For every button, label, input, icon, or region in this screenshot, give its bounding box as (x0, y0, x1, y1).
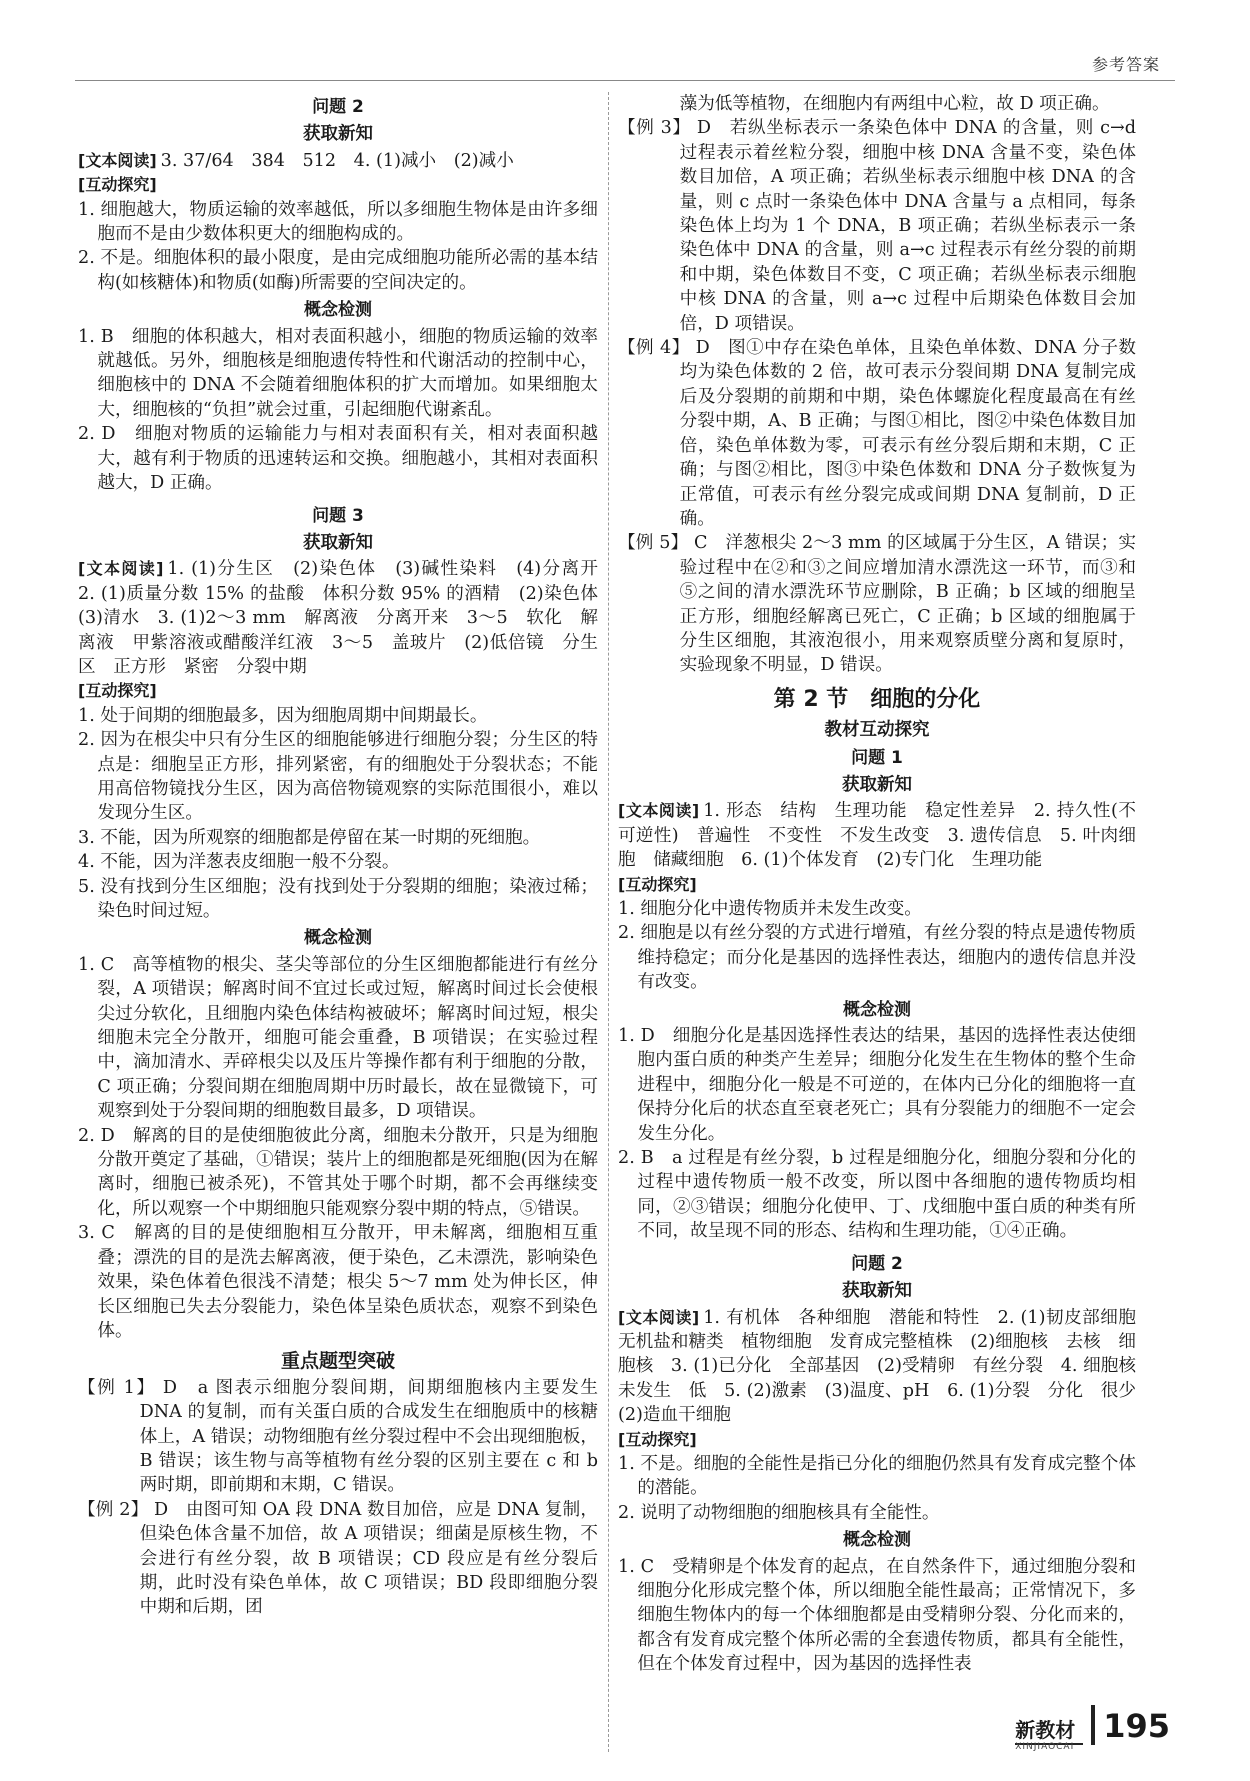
q3-text-reading (78, 557, 616, 679)
p2-interact-2: 2. 说明了动物细胞的细胞核具有全能性。 (618, 1502, 940, 1523)
p1-interact-1: 1. 细胞分化中遗传物质并未发生改变。 (618, 899, 922, 919)
example-1: 【例 1】 D a 图表示细胞分裂间期，间期细胞核内主要发生 DNA 的复制，而有关蛋白质的合成发生在细胞质中的核糖体上，A 错误；动物细胞有丝分裂过程中不会出现细胞板，B 错误；该生物与高等植物有丝分裂的区别主要在 c 和 b 两时期，即前期和末期，C 错误。 (78, 1377, 598, 1496)
p2-interact-1: 1. 不是。细胞的全能性是指已分化的细胞仍然具有发育成完整个体的潜能。 (618, 1453, 1136, 1499)
section-title: 第 2 节 细胞的分化 (773, 686, 981, 712)
footer-brand (1015, 1714, 1083, 1752)
q2-interact-2: 2. 不是。细胞体积的最小限度，是由完成细胞功能所必需的基本结构(如核糖体)和物质(如酶)所需要的空间决定的。 (78, 248, 598, 293)
footer (1015, 1705, 1170, 1752)
q3-interact-1: 1. 处于间期的细胞最多，因为细胞周期中间期最长。 (78, 705, 488, 726)
q2-interact-1: 1. 细胞越大，物质运输的效率越低，所以多细胞生物体是由许多细胞而不是由少数体积更大的细胞构成的。 (78, 199, 598, 245)
q2-text-body: 3. 37/64 384 512 4. (1)减小 (2)减小 (160, 150, 514, 171)
p2-text-reading (618, 1306, 1154, 1428)
q3-text-tag: [文本阅读] (78, 559, 164, 579)
p2-check-1: 1. C 受精卵是个体发育的起点，在自然条件下，通过细胞分裂和细胞分化形成完整个体，所以细胞全能性最高；正常情况下，多细胞生物体内的每一个体细胞都是由受精卵分裂、分化而来的，都含有发育成完整个体所必需的全套遗传物质，都具有全能性，但在个体发育过程中，因为基因的选择性表 (618, 1556, 1136, 1675)
q2-check-1: 1. B 细胞的体积越大，相对表面积越小，细胞的物质运输的效率就越低。另外，细胞核是细胞遗传特性和代谢活动的控制中心，细胞核中的 DNA 不会随着细胞体积的扩大而增加。如果细胞太大，细胞核的“负担”就会过重，引起细胞代谢紊乱。 (78, 326, 598, 420)
q2-interact-tag: [互动探究] (78, 175, 157, 195)
q3-check-2: 2. D 解离的目的是使细胞彼此分离，细胞未分散开，只是为细胞分散开奠定了基础，①错误；装片上的细胞都是死细胞(因为在解离时，细胞已被杀死)，不管其处于哪个时期，都不会再继续变化，所以观察一个中期细胞只能观察分裂中期的特点，⑤错误。 (78, 1125, 598, 1219)
p1-new-knowledge: 获取新知 (842, 774, 912, 795)
q2-text-tag: [文本阅读] (78, 150, 157, 170)
p2-title: 问题 2 (851, 1253, 903, 1274)
q2-check-2: 2. D 细胞对物质的运输能力与相对表面积有关，相对表面积越大，越有利于物质的迅速转运和交换。细胞越小，其相对表面积越大，D 正确。 (78, 424, 598, 494)
example-2-continued: 藻为低等植物，在细胞内有两组中心粒，故 D 项正确。 (679, 94, 1110, 114)
p1-text-tag: [文本阅读] (618, 801, 700, 821)
column-divider (608, 92, 609, 1752)
q3-interact-tag: [互动探究] (78, 681, 157, 701)
p1-concept-check: 概念检测 (843, 999, 911, 1020)
section-subtitle: 教材互动探究 (824, 720, 930, 741)
example-2: 【例 2】 D 由图可知 OA 段 DNA 数目加倍，应是 DNA 复制，但染色体含量不加倍，故 A 项错误；细菌是原核生物，不会进行有丝分裂，故 B 项错误；CD 段应是有丝分裂后期，此时没有染色单体，故 C 项错误；BD 段即细胞分裂中期和后期，团 (78, 1499, 598, 1618)
q2-text-reading (78, 149, 598, 173)
p1-interact-tag: [互动探究] (618, 874, 697, 894)
q3-interact-5: 5. 没有找到分生区细胞；没有找到处于分裂期的细胞；染液过稀；染色时间过短。 (78, 876, 598, 921)
header-label: 参考答案 (1091, 55, 1160, 74)
footer-brand-sub: XINJIAOCAI (1015, 1742, 1075, 1752)
left-column (78, 92, 616, 1620)
q3-check-1: 1. C 高等植物的根尖、茎尖等部位的分生区细胞都能进行有丝分裂，A 项错误；解离时间不宜过长或过短，解离时间过长会使根尖过分软化，且细胞内染色体结构被破坏；解离时间过短，根尖细胞未完全分散开，细胞可能会重叠，B 项错误；在实验过程中，滴加清水、弄碎根尖以及压片等操作都有利于细胞的分散，C 项正确；分裂间期在细胞周期中历时最长，故在显微镜下，可观察到处于分裂间期的细胞数目最多，D 项错误。 (78, 954, 598, 1122)
right-column (618, 92, 1154, 1677)
p1-check-1: 1. D 细胞分化是基因选择性表达的结果，基因的选择性表达使细胞内蛋白质的种类产生差异；细胞分化发生在生物体的整个生命进程中，细胞分化一般是不可逆的，在体内已分化的细胞将一直保持分化后的状态直至衰老死亡；具有分裂能力的细胞不一定会发生分化。 (618, 1026, 1136, 1144)
focus-title: 重点题型突破 (280, 1350, 395, 1373)
q2-title: 问题 2 (312, 97, 364, 117)
q2-concept-check: 概念检测 (304, 300, 372, 321)
q3-check-3: 3. C 解离的目的是使细胞相互分散开，甲未解离，细胞相互重叠；漂洗的目的是洗去解离液，便于染色，乙未漂洗，影响染色效果，染色体着色很浅不清楚；根尖 5～7 mm 处为伸长区，伸长区细胞已失去分裂能力，染色体呈染色质状态，观察不到染色体。 (78, 1223, 598, 1341)
example-3: 【例 3】 D 若纵坐标表示一条染色体中 DNA 的含量，则 c→d 过程表示着丝粒分裂，细胞中核 DNA 含量不变，染色体数目加倍，A 项正确；若纵坐标表示细胞中核 DNA 的含量，则 c 点时一条染色体中 DNA 含量与 a 点相同，每条染色体上均为 1 个 DNA，B 项正确；若纵坐标表示一条染色体中 DNA 的含量，则 a→c 过程表示有丝分裂的前期和中期，染色体数目不变，C 项正确；若纵坐标表示细胞中核 DNA 的含量，则 a→c 过程中后期染色体数目会加倍，D 项错误。 (618, 118, 1136, 334)
p1-text-reading (618, 799, 1136, 872)
p2-new-knowledge: 获取新知 (842, 1281, 912, 1302)
q3-title: 问题 3 (312, 505, 364, 526)
p2-concept-check: 概念检测 (843, 1530, 911, 1551)
footer-bar (1091, 1705, 1095, 1745)
p1-check-2: 2. B a 过程是有丝分裂，b 过程是细胞分化，细胞分裂和分化的过程中遗传物质一般不改变，所以图中各细胞的遗传物质均相同，②③错误；细胞分化使甲、丁、戊细胞中蛋白质的种类有所不同，故呈现不同的形态、结构和生理功能，①④正确。 (618, 1148, 1136, 1242)
q3-interact-4: 4. 不能，因为洋葱表皮细胞一般不分裂。 (78, 852, 400, 873)
example-5: 【例 5】 C 洋葱根尖 2～3 mm 的区域属于分生区，A 错误；实验过程中在②和③之间应增加清水漂洗这一环节，而③和⑤之间的清水漂洗环节应删除，B 正确；b 区域的细胞呈正方形，细胞经解离已死亡，C 正确；b 区域的细胞属于分生区细胞，其液泡很小，用来观察质壁分离和复原时，实验现象不明显，D 错误。 (618, 533, 1136, 676)
p2-interact-tag: [互动探究] (618, 1429, 697, 1449)
p1-title: 问题 1 (851, 747, 903, 768)
q3-new-knowledge: 获取新知 (303, 532, 373, 553)
p1-interact-2: 2. 细胞是以有丝分裂的方式进行增殖，有丝分裂的特点是遗传物质维持稳定；而分化是基因的选择性表达，细胞内的遗传信息并没有改变。 (618, 923, 1136, 993)
q3-interact-3: 3. 不能，因为所观察的细胞都是停留在某一时期的死细胞。 (78, 827, 541, 848)
p2-text-body: 1. 有机体 各种细胞 潜能和特性 2. (1)韧皮部细胞 无机盐和糖类 植物细胞 发育成完整植株 (2)细胞核 去核 细胞核 3. (1)已分化 全部基因 (2)受精卵 有丝分裂 4. 细胞核 未发生 低 5. (2)激素 (3)温度、pH 6. (1)分裂 分化 很少 (2)造血干细胞 (618, 1307, 1154, 1426)
example-4: 【例 4】 D 图①中存在染色单体，且染色单体数、DNA 分子数均为染色体数的 2 倍，故可表示分裂间期 DNA 复制完成后及分裂期的前期和中期，染色体螺旋化程度最高在有丝分裂中期，A、B 正确；与图①相比，图②中染色体数目加倍，染色单体数为零，可表示有丝分裂后期和末期，C 正确；与图②相比，图③中染色体数和 DNA 分子数恢复为正常值，可表示有丝分裂完成或间期 DNA 复制前，D 正确。 (618, 338, 1136, 529)
q3-interact-2: 2. 因为在根尖中只有分生区的细胞能够进行细胞分裂；分生区的特点是：细胞呈正方形，排列紧密，有的细胞处于分裂状态；不能用高倍物镜找分生区，因为高倍物镜观察的实际范围很小，难以发现分生区。 (78, 730, 598, 824)
footer-brand-text: 新教材 (1015, 1718, 1076, 1742)
p2-text-tag: [文本阅读] (618, 1307, 700, 1327)
p1-text-body: 1. 形态 结构 生理功能 稳定性差异 2. 持久性(不可逆性) 普遍性 不变性 不发生改变 3. 遗传信息 5. 叶肉细胞 储藏细胞 6. (1)个体发育 (2)专门化 生理功能 (618, 801, 1136, 871)
q2-new-knowledge: 获取新知 (303, 124, 373, 145)
q3-concept-check: 概念检测 (304, 928, 372, 949)
page-number: 195 (1103, 1707, 1170, 1745)
q3-text-body: 1. (1)分生区 (2)染色体 (3)碱性染料 (4)分离开 2. (1)质量分数 15% 的盐酸 体积分数 95% 的酒精 (2)染色体 (3)清水 3. (1)2～3 mm 解离液 分离开来 3～5 软化 解离液 甲紫溶液或醋酸洋红液 3～5 盖玻片 (2)低倍镜 分生区 正方形 紧密 分裂中期 (78, 559, 616, 677)
header-rule (75, 80, 1175, 81)
